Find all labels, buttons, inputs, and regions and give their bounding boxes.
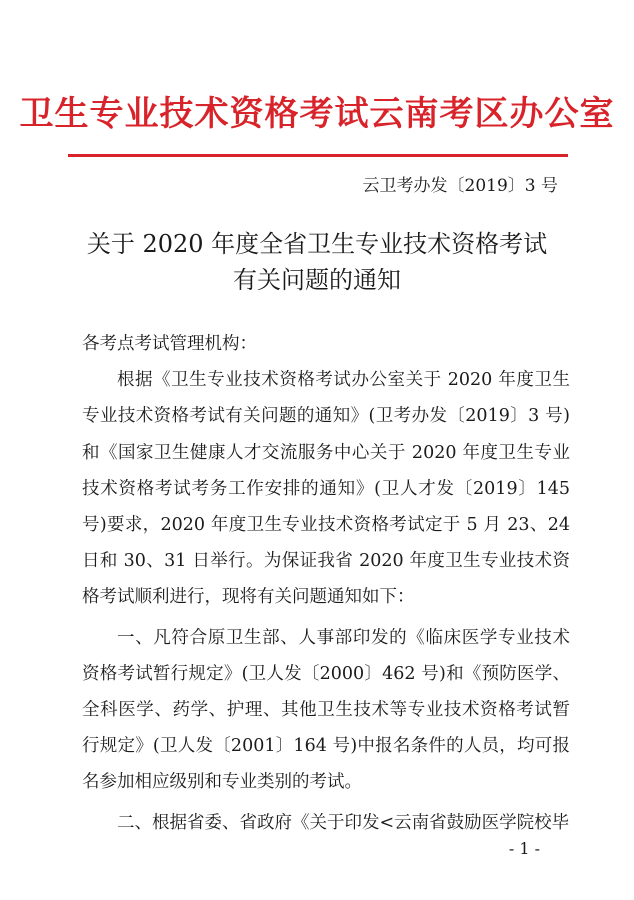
title-line-1: 关于 2020 年度全省卫生专业技术资格考试: [86, 230, 548, 258]
paragraph-1: 根据《卫生专业技术资格考试办公室关于 2020 年度卫生专业技术资格考试有关问题的通知》(卫考办发〔2019〕3 号)和《国家卫生健康人才交流服务中心关于 2020 年度卫生专业技术资格考试考务工作安排的通知》(卫人才发〔2019〕145 号)要求，2020 年度卫生专业技术资格考试定于 5 月 23、24 日和 30、31 日举行。为保证我省 2020 年度卫生专业技术资格考试顺利进行，现将有关问题通知如下：: [82, 370, 570, 608]
document-number: 云卫考办发〔2019〕3 号: [362, 176, 558, 196]
page-number: - 1 -: [508, 839, 540, 858]
title-line-2: 有关问题的通知: [233, 266, 401, 294]
document-title: [0, 226, 634, 298]
document-body: [82, 326, 570, 841]
header-red-rule: [68, 154, 568, 157]
salutation: 各考点考试管理机构：: [82, 334, 257, 354]
header-organization: 卫生专业技术资格考试云南考区办公室: [19, 94, 615, 134]
paragraph-3: 二、根据省委、省政府《关于印发<云南省鼓励医学院校毕: [117, 812, 570, 833]
paragraph-2: 一、凡符合原卫生部、人事部印发的《临床医学专业技术资格考试暂行规定》(卫人发〔2000〕462 号)和《预防医学、全科医学、药学、护理、其他卫生技术等专业技术资格考试暂行规定》(卫人发〔2001〕164 号)中报名条件的人员，均可报名参加相应级别和专业类别的考试。: [82, 627, 570, 793]
